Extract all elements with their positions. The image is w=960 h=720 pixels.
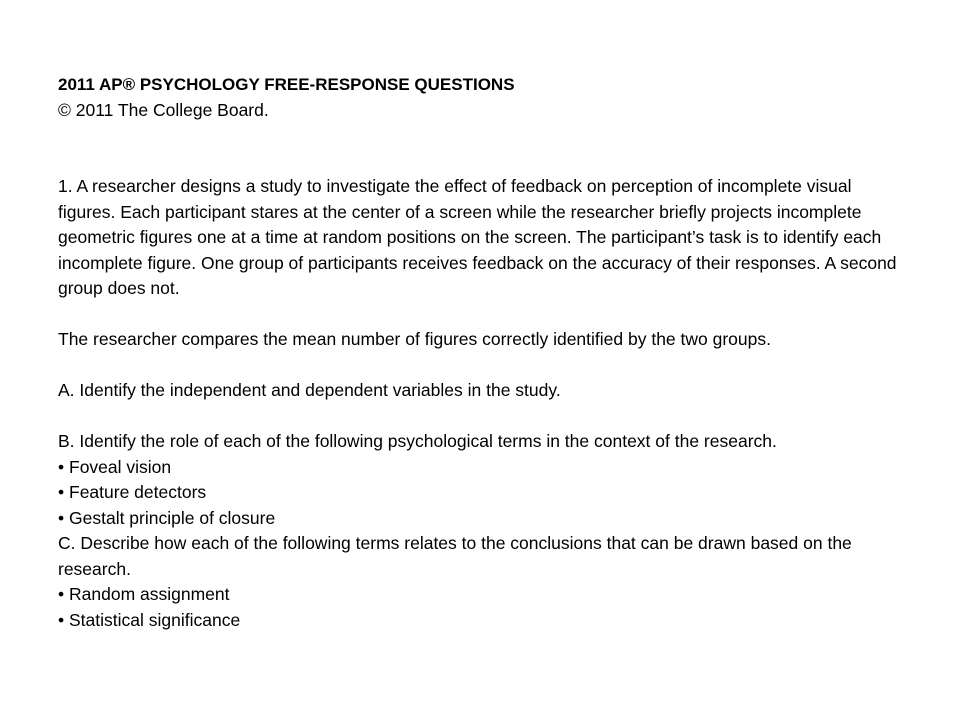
spacer [58, 302, 903, 328]
question-intro: 1. A researcher designs a study to investigate the effect of feedback on perception of incomplete visual figures. Each participant stares at the center of a screen while the researcher briefly projects incomplete geometric figures one at a time at random positions on the screen. The participant’s task is to identify each incomplete figure. One group of participants receives feedback on the accuracy of their responses. A second group does not. [58, 176, 897, 298]
part-b-prompt: B. Identify the role of each of the following psychological terms in the context of the research. [58, 431, 777, 451]
list-item: • Statistical significance [58, 608, 903, 634]
spacer [58, 353, 903, 379]
list-item: • Random assignment [58, 582, 903, 608]
part-a-prompt: A. Identify the independent and dependent variables in the study. [58, 380, 561, 400]
list-item: • Foveal vision [58, 455, 903, 481]
slide-content [58, 72, 903, 633]
spacer [58, 404, 903, 430]
spacer [58, 123, 903, 174]
page-title: 2011 AP® PSYCHOLOGY FREE-RESPONSE QUESTIONS [58, 75, 515, 94]
list-item: • Feature detectors [58, 480, 903, 506]
copyright-notice: © 2011 The College Board. [58, 99, 269, 120]
list-item: • Gestalt principle of closure [58, 506, 903, 532]
question-comparison: The researcher compares the mean number of figures correctly identified by the two groups. [58, 329, 771, 349]
part-c-list [58, 582, 903, 633]
part-b-list [58, 455, 903, 532]
part-c-prompt: C. Describe how each of the following terms relates to the conclusions that can be drawn based on the research. [58, 533, 852, 579]
